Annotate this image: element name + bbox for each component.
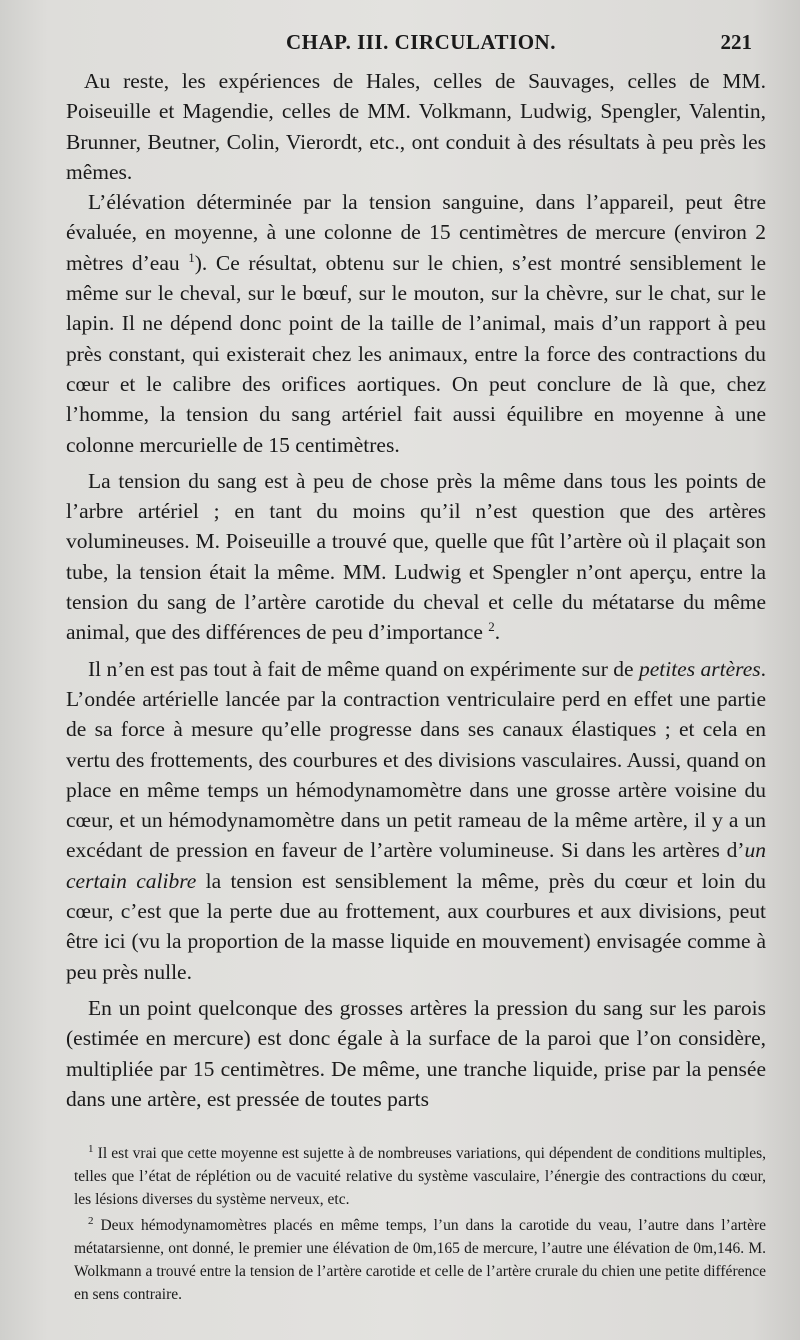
page-number: 221: [720, 30, 752, 54]
text-run: la tension est sensiblement la même, près du cœur et loin du cœur, c’est que la perte due au frottement, aux courbures et aux divisions, peut être ici (vu la proportion de la masse liquide en mouvement) envisagée comme à peu près nulle.: [66, 868, 766, 984]
footnotes: [74, 1143, 766, 1307]
footnote-text: Il est vrai que cette moyenne est sujette à de nombreuses variations, qui dépendent de conditions multiples, telles que l’état de réplétion ou de vacuité relative du système vasculaire, l’énergie des contractions du cœur, les lésions diverses du système nerveux, etc.: [74, 1145, 766, 1208]
footnote-2: [74, 1215, 766, 1306]
footnote-1: [74, 1143, 766, 1211]
page-header: [0, 30, 800, 60]
text-run: En un point quelconque des grosses artères la pression du sang sur les parois (estimée en mercure) est donc égale à la surface de la paroi que l’on considère, multipliée par 15 centimètres. De même, une tranche liquide, prise par la pensée dans une artère, est pressée de toutes parts: [66, 995, 766, 1111]
text-run: Il n’en est pas tout à fait de même quand on expérimente sur de: [88, 656, 639, 681]
footnote-marker: 1: [88, 1142, 94, 1155]
text-run: Au reste, les expériences de Hales, celles de Sauvages, celles de MM. Poiseuille et Magendie, celles de MM. Volkmann, Ludwig, Spengler, Valentin, Brunner, Beutner, Colin, Vierordt, etc., ont conduit à des résultats à peu près les mêmes.: [66, 69, 766, 184]
running-title: CHAP. III. CIRCULATION.: [286, 30, 556, 54]
text-run: ). Ce résultat, obtenu sur le chien, s’est montré sensiblement le même sur le cheval, sur le bœuf, sur le mouton, sur la chèvre, sur le chat, sur le lapin. Il ne dépend donc point de la taille de l’animal, mais d’un rapport à peu près constant, qui existerait chez les animaux, entre la force des contractions du cœur et le calibre des orifices aortiques. On peut conclure de là que, chez l’homme, la tension du sang artériel fait aussi équilibre en moyenne à une colonne mercurielle de 15 centimètres.: [66, 250, 766, 457]
note-reference: 1: [188, 249, 195, 265]
paragraph: [66, 66, 766, 187]
footnote-text: Deux hémodynamomètres placés en même temps, l’un dans la carotide du veau, l’autre dans l’artère métatarsienne, ont donné, le premier une élévation de 0m,165 de mercure, l’autre une élévation de 0m,146. M. Wolkmann a trouvé entre la tension de l’artère carotide et celle de l’artère crurale du chien une petite différence en sens contraire.: [74, 1217, 766, 1303]
note-reference: 2: [488, 619, 495, 635]
paragraph: [66, 466, 766, 648]
italic-text: un certain calibre: [66, 838, 766, 893]
paragraph: [66, 993, 766, 1114]
text-run: . L’ondée artérielle lancée par la contraction ventriculaire perd en effet une partie de sa force à mesure qu’elle progresse dans ses canaux élastiques ; et cela en vertu des frottements, des courbures et des divisions vasculaires. Aussi, quand on place en même temps un hémodynamomètre dans une grosse artère voisine du cœur, et un hémodynamomètre dans un petit rameau de la même artère, il y a un excédant de pression en faveur de l’artère volumineuse. Si dans les artères d’: [66, 656, 766, 863]
footnote-marker: 2: [88, 1215, 94, 1228]
text-run: La tension du sang est à peu de chose près la même dans tous les points de l’arbre artériel ; en tant du moins qu’il n’est question que des artères volumineuses. M. Poiseuille a trouvé que, quelle que fût l’artère où il plaçait son tube, la tension était la même. MM. Ludwig et Spengler n’ont aperçu, entre la tension du sang de l’artère carotide du cheval et celle du métatarse du même animal, que des différences de peu d’importance: [66, 468, 766, 645]
paragraph: [66, 654, 766, 987]
body-text: [66, 66, 766, 1114]
paragraph: [66, 187, 766, 460]
italic-text: petites artères: [638, 656, 761, 681]
text-run: .: [494, 620, 501, 645]
text-run: L’élévation déterminée par la tension sanguine, dans l’appareil, peut être évaluée, en moyenne, à une colonne de 15 centimètres de mercure (environ 2 mètres d’eau: [66, 190, 766, 275]
